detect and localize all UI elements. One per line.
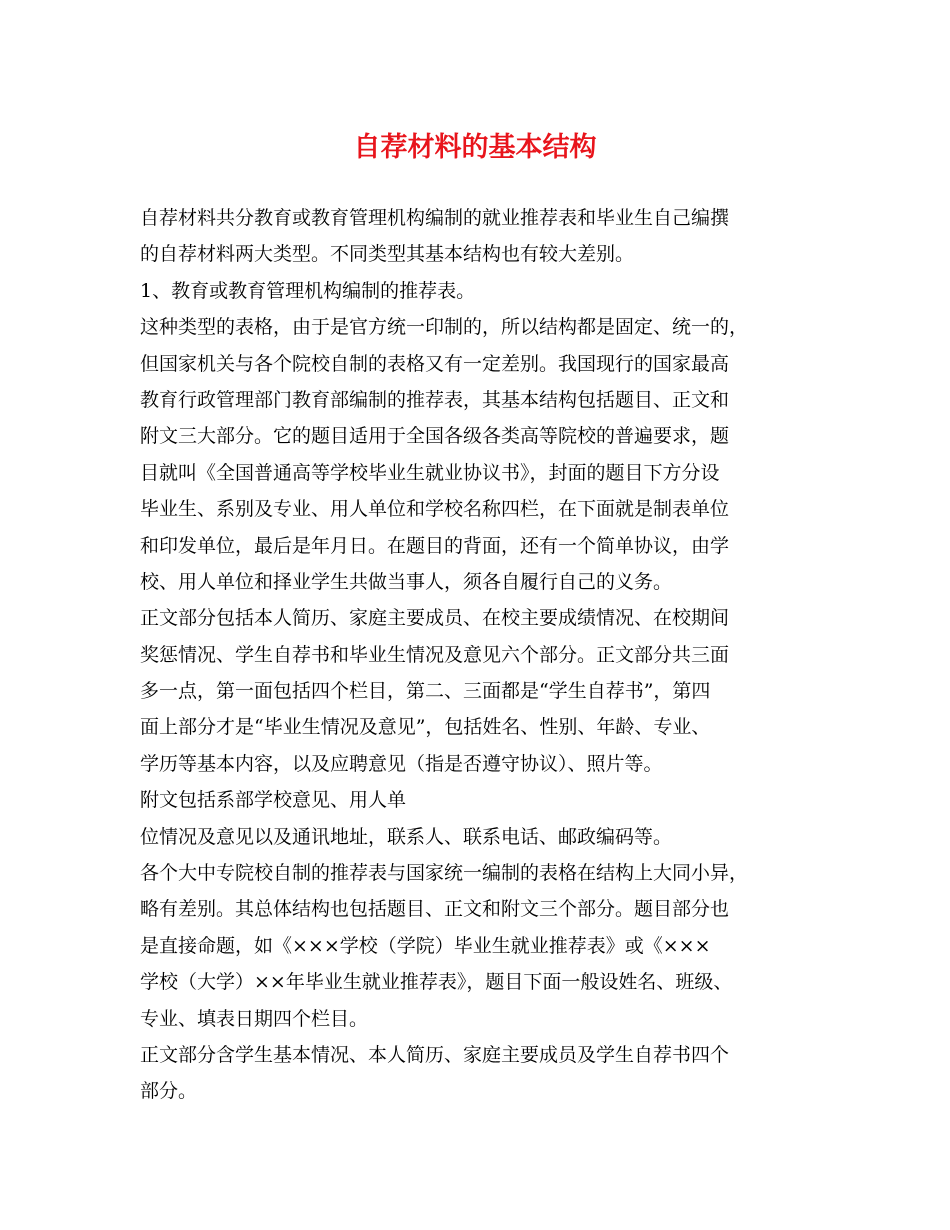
body-line: 但国家机关与各个院校自制的表格又有一定差别。我国现行的国家最高 bbox=[140, 352, 730, 375]
document-title: 自荐材料的基本结构 bbox=[353, 132, 597, 163]
body-line: 正文部分含学生基本情况、本人简历、家庭主要成员及学生自荐书四个 bbox=[140, 1043, 730, 1066]
body-line: 部分。 bbox=[140, 1080, 198, 1103]
body-line: 教育行政管理部门教育部编制的推荐表，其基本结构包括题目、正文和 bbox=[140, 388, 730, 411]
body-line: 1、教育或教育管理机构编制的推荐表。 bbox=[140, 279, 476, 302]
body-line: 自荐材料共分教育或教育管理机构编制的就业推荐表和毕业生自己编撰 bbox=[140, 207, 730, 229]
body-line: 位情况及意见以及通讯地址，联系人、联系电话、邮政编码等。 bbox=[140, 825, 673, 848]
body-line: 是直接命题，如《×××学校（学院）毕业生就业推荐表》或《××× bbox=[140, 934, 711, 957]
body-line: 专业、填表日期四个栏目。 bbox=[140, 1007, 369, 1030]
body-line: 学校（大学）××年毕业生就业推荐表》，题目下面一般设姓名、班级、 bbox=[140, 971, 733, 994]
body-line: 奖惩情况、学生自荐书和毕业生情况及意见六个部分。正文部分共三面 bbox=[140, 643, 730, 666]
body-line: 面上部分才是“毕业生情况及意见”，包括姓名、性别、年龄、专业、 bbox=[140, 716, 711, 739]
body-line: 的自荐材料两大类型。不同类型其基本结构也有较大差别。 bbox=[140, 243, 635, 266]
body-line: 附文包括系部学校意见、用人单 bbox=[140, 789, 407, 812]
body-line: 毕业生、系别及专业、用人单位和学校名称四栏，在下面就是制表单位 bbox=[140, 498, 730, 521]
body-line: 和印发单位，最后是年月日。在题目的背面，还有一个简单协议，由学 bbox=[140, 534, 730, 557]
body-line: 校、用人单位和择业学生共做当事人，须各自履行自己的义务。 bbox=[140, 570, 673, 593]
body-line: 附文三大部分。它的题目适用于全国各级各类高等院校的普遍要求，题 bbox=[140, 425, 730, 448]
body-line: 这种类型的表格，由于是官方统一印制的，所以结构都是固定、统一的， bbox=[140, 316, 749, 339]
body-line: 多一点，第一面包括四个栏目，第二、三面都是“学生自荐书”，第四 bbox=[140, 680, 711, 703]
body-line: 各个大中专院校自制的推荐表与国家统一编制的表格在结构上大同小异， bbox=[140, 862, 749, 885]
body-line: 学历等基本内容，以及应聘意见（指是否遵守协议）、照片等。 bbox=[140, 752, 663, 775]
body-line: 正文部分包括本人简历、家庭主要成员、在校主要成绩情况、在校期间 bbox=[140, 607, 730, 630]
body-line: 略有差别。其总体结构也包括题目、正文和附文三个部分。题目部分也 bbox=[140, 898, 730, 921]
body-line: 目就叫《全国普通高等学校毕业生就业协议书》，封面的题目下方分设 bbox=[140, 461, 720, 484]
document-body bbox=[140, 200, 840, 1110]
